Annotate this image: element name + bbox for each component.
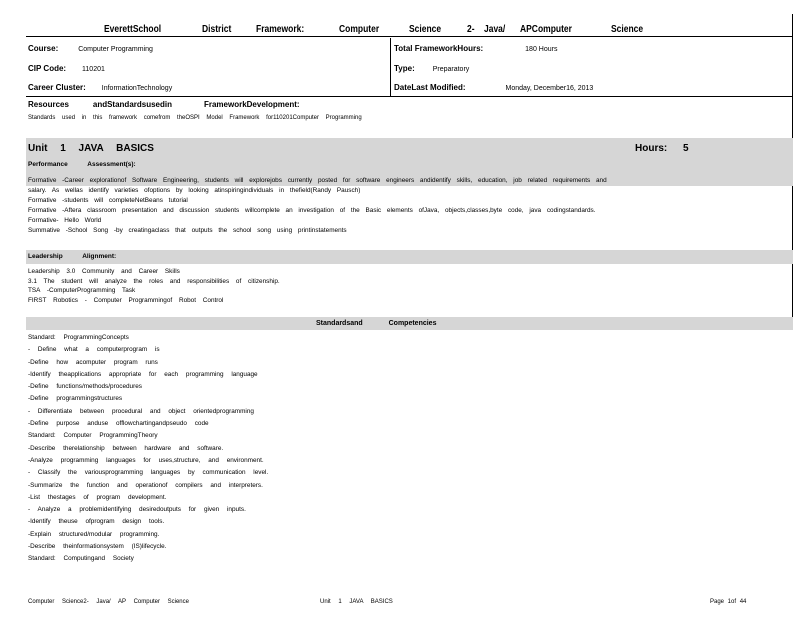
unit-hours-label: Hours: xyxy=(635,143,668,154)
footer-page-number: Page 1of 44 xyxy=(710,599,747,605)
leadership-line: Leadership 3.0 Community and Career Skills xyxy=(28,268,180,275)
standard-line: - Define what a computerprogram is xyxy=(28,346,160,354)
footer-left: Computer Science2- Java/ AP Computer Science xyxy=(28,599,189,605)
standard-line: -Summarize the function and operationof compilers and interpreters. xyxy=(28,481,263,489)
type-label: Type: xyxy=(394,64,415,73)
career-value: InformationTechnology xyxy=(101,85,173,92)
standard-line: - Analyze a problemidentifying desiredoutputs for given inputs. xyxy=(28,506,246,514)
date-label: DateLast Modified: xyxy=(394,83,466,92)
total-hours-value: 180 Hours xyxy=(525,46,558,53)
standard-line: -Define functions/methods/procedures xyxy=(28,383,142,391)
assessment-list xyxy=(28,176,607,236)
standard-line: -Define purpose anduse offlowchartingandpseudo code xyxy=(28,420,209,428)
divider xyxy=(26,36,793,37)
course-row xyxy=(28,44,153,53)
resources-label: andStandardsusedin xyxy=(92,100,172,109)
assessment-line: Formative- Hello World xyxy=(28,217,102,224)
unit-title: Unit 1 JAVA BASICS xyxy=(28,143,154,154)
title-part: Framework: xyxy=(256,24,305,35)
course-value: Computer Programming xyxy=(78,46,153,53)
standard-line: -List thestages of program development. xyxy=(28,493,167,501)
document-title xyxy=(26,14,793,36)
cip-row xyxy=(28,64,105,73)
date-row xyxy=(394,83,593,92)
leadership-list xyxy=(28,267,280,305)
performance-label: Performance Assessment(s): xyxy=(28,161,136,168)
leadership-line: 3.1 The student will analyze the roles and responsibilities of citizenship. xyxy=(28,277,280,285)
standard-line: - Differentiate between procedural and object orientedprogramming xyxy=(28,407,254,415)
course-label: Course: xyxy=(28,44,59,53)
footer-center: Unit 1 JAVA BASICS xyxy=(320,599,393,605)
cip-label: CIP Code: xyxy=(28,64,67,73)
assessment-line: Formative -students will completeNetBeans tutorial xyxy=(28,197,188,204)
unit-hours-value: 5 xyxy=(683,143,689,154)
title-part: Science xyxy=(409,24,442,35)
standard-line: -Define how acomputer program runs xyxy=(28,358,158,366)
title-part: Science xyxy=(611,24,644,35)
total-hours-label: Total FrameworkHours: xyxy=(394,44,484,53)
divider xyxy=(390,38,391,96)
standard-line: -Identify theapplications appropriate for each programming language xyxy=(28,370,258,378)
standard-line: Standard: Computer ProgrammingTheory xyxy=(28,432,158,440)
standards-list xyxy=(28,332,268,566)
standard-line: Standard: Computingand Society xyxy=(28,555,134,563)
document-page xyxy=(26,14,793,616)
career-row xyxy=(28,83,172,92)
standard-line: - Classify the variousprogramming languages by communication level. xyxy=(28,469,269,477)
type-row xyxy=(394,64,469,73)
title-part: 2- xyxy=(467,24,475,35)
leadership-line: TSA -ComputerProgramming Task xyxy=(28,287,136,294)
total-hours-row xyxy=(394,44,557,53)
assessment-line: Formative -Aftera classroom presentation and discussion students willcomplete an investigation of the Basic elements ofJava, objects,classes,byte code, java codingstandards. xyxy=(28,207,596,214)
assessment-line: salary. As wellas identify varieties ofoptions by looking atinspiringindividuals in thefield(Randy Pausch) xyxy=(28,187,361,194)
standard-line: -Identify theuse ofprogram design tools. xyxy=(28,518,165,526)
resources-heading xyxy=(28,100,300,109)
title-part: District xyxy=(202,24,232,35)
title-part: Computer xyxy=(339,24,380,35)
standards-header: Standardsand Competencies xyxy=(316,320,437,327)
leadership-band xyxy=(26,250,793,264)
title-part: APComputer xyxy=(520,24,572,35)
title-part: Java/ xyxy=(484,24,506,35)
date-value: Monday, December16, 2013 xyxy=(505,85,594,92)
assessment-line: Formative -Career explorationof Software Engineering, students will explorejobs currently posted for software engineers andidentify skills, education, job related requirements and xyxy=(28,177,607,184)
title-part: EverettSchool xyxy=(104,24,162,35)
resources-label: Resources xyxy=(28,100,69,109)
standard-line: -Explain structured/modular programming. xyxy=(28,530,160,538)
career-label: Career Cluster: xyxy=(28,83,86,92)
divider xyxy=(26,96,793,97)
resources-text: Standards used in this framework comefrom theOSPI Model Framework for110201Computer Programming xyxy=(28,115,362,121)
leadership-label: Leadership Alignment: xyxy=(28,253,117,260)
cip-value: 110201 xyxy=(82,66,105,73)
resources-label: FrameworkDevelopment: xyxy=(203,100,300,109)
standard-line: Standard: ProgrammingConcepts xyxy=(28,334,129,341)
type-value: Preparatory xyxy=(432,66,470,73)
standard-line: -Analyze programming languages for uses,structure, and environment. xyxy=(28,456,264,464)
leadership-line: FIRST Robotics - Computer Programmingof Robot Control xyxy=(28,296,224,304)
standard-line: -Describe theinformationsystem (IS)lifecycle. xyxy=(28,543,167,551)
standard-line: -Describe therelationship between hardware and software. xyxy=(28,444,224,452)
assessment-line: Summative -School Song -by creatingaclass that outputs the school song using printinstatements xyxy=(28,227,347,234)
standard-line: -Define programmingstructures xyxy=(28,395,123,403)
